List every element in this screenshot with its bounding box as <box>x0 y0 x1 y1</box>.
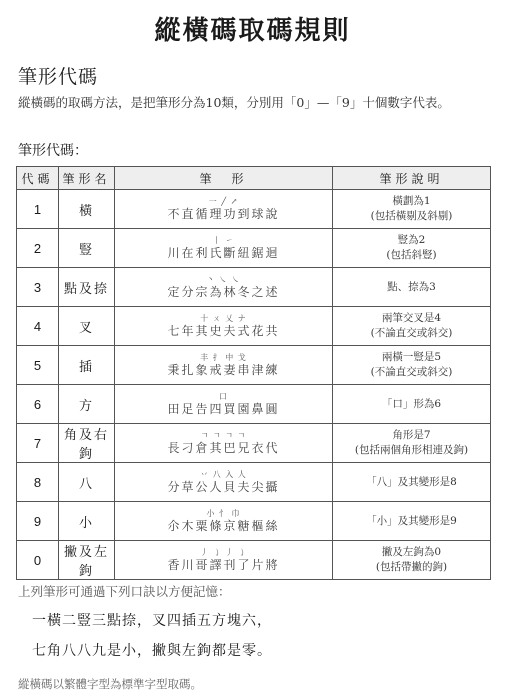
row-description-cell <box>333 463 491 502</box>
row-description: 「小」及其變形是9 <box>366 514 457 527</box>
row-description-note: (包括帶撇的鉤) <box>375 561 448 573</box>
section-title: 筆形代碼 <box>18 66 99 88</box>
row-stroke-shapes: 丨 ㇀ <box>212 235 235 245</box>
table-row <box>17 346 491 385</box>
row-stroke-cell <box>115 463 333 502</box>
row-code: 3 <box>17 268 59 307</box>
table-row <box>17 385 491 424</box>
row-code: 8 <box>17 463 59 502</box>
header-code: 代碼 <box>17 167 59 190</box>
table-row <box>17 229 491 268</box>
row-stroke-cell <box>115 268 333 307</box>
stroke-code-table <box>16 166 491 580</box>
row-stroke-cell <box>115 346 333 385</box>
row-code: 6 <box>17 385 59 424</box>
row-code: 0 <box>17 541 59 580</box>
table-row <box>17 307 491 346</box>
page-title: 縱橫碼取碼規則 <box>154 16 351 46</box>
row-description-cell <box>333 268 491 307</box>
row-example-characters: 田足告四買園鼻圓 <box>167 401 280 416</box>
row-description: 「口」形為6 <box>381 397 442 410</box>
table-body <box>17 190 491 580</box>
row-stroke-cell <box>115 190 333 229</box>
mnemonic-verse-1: 一橫二豎三點捺，叉四插五方塊六， <box>32 613 272 629</box>
row-example-characters: 分草公人貝夫尖攝 <box>167 479 280 494</box>
row-stroke-name: 八 <box>59 463 115 502</box>
row-description: 橫劃為1 <box>392 195 431 207</box>
row-description: 撇及左鉤為0 <box>381 546 442 558</box>
row-code: 7 <box>17 424 59 463</box>
table-row <box>17 541 491 580</box>
row-description-cell <box>333 385 491 424</box>
row-stroke-shapes: 丷 八 入 人 <box>200 469 247 479</box>
row-example-characters: 秉扎象戒妻串津練 <box>167 362 280 377</box>
row-description-cell <box>333 346 491 385</box>
row-stroke-cell <box>115 502 333 541</box>
row-stroke-name: 小 <box>59 502 115 541</box>
row-stroke-shapes: 一 ╱ ↗ <box>208 196 239 206</box>
row-description: 兩橫一豎是5 <box>381 351 442 363</box>
row-example-characters: 不直循理功到球說 <box>167 206 280 221</box>
row-description-note: (不論直交或斜交) <box>370 327 453 339</box>
intro-paragraph: 縱橫碼的取碼方法，是把筆形分為10類，分別用「0」—「9」十個數字代表。 <box>18 95 450 110</box>
row-example-characters: 香川哥譯刊了片將 <box>167 557 280 572</box>
row-example-characters: 長刁倉其巴兄衣代 <box>167 440 280 455</box>
row-stroke-cell <box>115 424 333 463</box>
row-stroke-shapes: 丶 ㇏ ㇏ <box>206 274 241 284</box>
row-code: 1 <box>17 190 59 229</box>
row-stroke-shapes: 丰 扌 中 戈 <box>200 352 247 362</box>
row-example-characters: 尒木粟條京糖樞絲 <box>167 518 280 533</box>
table-row <box>17 424 491 463</box>
row-stroke-cell <box>115 385 333 424</box>
row-stroke-name: 插 <box>59 346 115 385</box>
row-description: 豎為2 <box>397 234 426 246</box>
row-code: 4 <box>17 307 59 346</box>
row-description-cell <box>333 424 491 463</box>
row-stroke-shapes: ㄱ ㄱ ㄱ ㄱ <box>200 430 247 440</box>
row-description: 點、捺為3 <box>387 280 436 293</box>
row-description-note: (包括橫剔及斜剔) <box>370 210 453 222</box>
header-description: 筆形說明 <box>333 167 491 190</box>
row-description: 「八」及其變形是8 <box>366 475 457 488</box>
row-example-characters: 定分宗為林冬之述 <box>167 284 280 299</box>
row-stroke-name: 叉 <box>59 307 115 346</box>
row-description-note: (包括兩個角形相連及鉤) <box>354 444 469 456</box>
row-description: 角形是7 <box>392 429 431 441</box>
row-description-cell <box>333 307 491 346</box>
row-stroke-shapes: 口 <box>219 391 228 401</box>
row-example-characters: 川在利氏斷紐鋸迴 <box>167 245 280 260</box>
footnote: 縱橫碼以繁體字型為標準字型取碼。 <box>18 677 202 691</box>
row-stroke-name: 角及右鉤 <box>59 424 115 463</box>
row-stroke-cell <box>115 307 333 346</box>
row-code: 9 <box>17 502 59 541</box>
table-row <box>17 502 491 541</box>
header-name: 筆形名 <box>59 167 115 190</box>
table-row <box>17 463 491 502</box>
row-stroke-name: 豎 <box>59 229 115 268</box>
row-stroke-name: 撇及左鉤 <box>59 541 115 580</box>
row-stroke-cell <box>115 229 333 268</box>
row-description-cell <box>333 541 491 580</box>
row-stroke-shapes: 小 忄 巾 <box>206 508 241 518</box>
header-strokes: 筆 形 <box>115 167 333 190</box>
mnemonic-note: 上列筆形可通過下列口訣以方便記憶： <box>18 584 231 599</box>
row-description-cell <box>333 502 491 541</box>
row-stroke-name: 點及捺 <box>59 268 115 307</box>
row-stroke-shapes: 十 ㄨ 乂 ナ <box>200 313 247 323</box>
row-description-note: (包括斜豎) <box>386 249 437 261</box>
row-description: 兩筆交叉是4 <box>381 312 442 324</box>
row-stroke-name: 橫 <box>59 190 115 229</box>
table-header-row <box>17 167 491 190</box>
row-description-cell <box>333 190 491 229</box>
row-code: 5 <box>17 346 59 385</box>
row-stroke-shapes: 丿 ㇁ 丿 ㇁ <box>200 547 247 557</box>
row-stroke-cell <box>115 541 333 580</box>
table-row <box>17 268 491 307</box>
table-row <box>17 190 491 229</box>
row-description-cell <box>333 229 491 268</box>
row-example-characters: 七年其史夫式花共 <box>167 323 280 338</box>
mnemonic-verse-2: 七角八八九是小，撇與左鉤都是零。 <box>32 643 272 659</box>
row-code: 2 <box>17 229 59 268</box>
row-description-note: (不論直交或斜交) <box>370 366 453 378</box>
table-label: 筆形代碼： <box>18 143 88 159</box>
row-stroke-name: 方 <box>59 385 115 424</box>
